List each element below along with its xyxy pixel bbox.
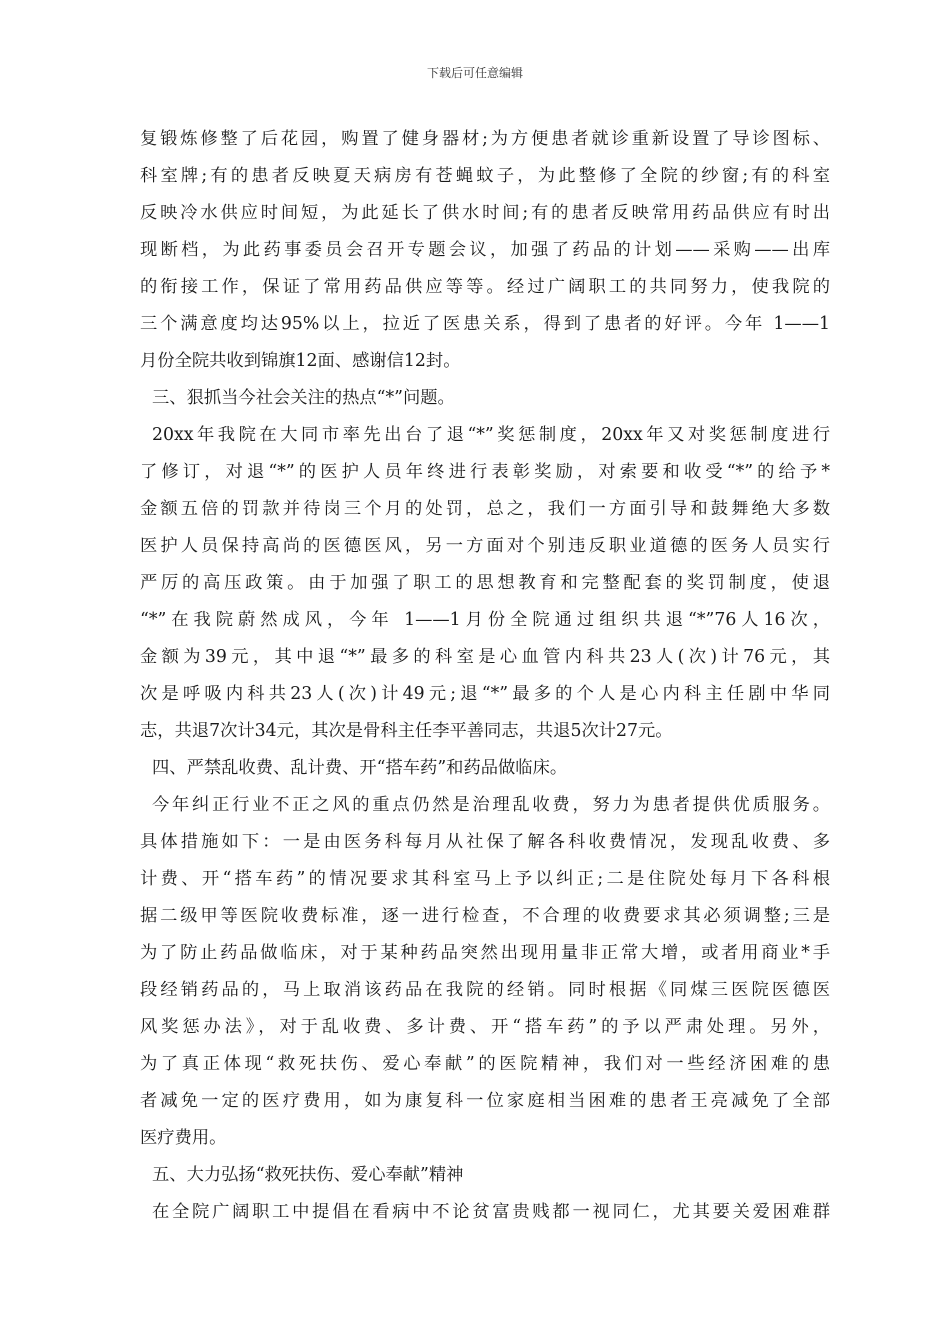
section-heading: 五、大力弘扬“救死扶伤、爱心奉献”精神 — [152, 1165, 464, 1185]
text-line: 据二级甲等医院收费标准，逐一进行检查，不合理的收费要求其必须调整;三是 — [140, 906, 830, 926]
text-line: 风奖惩办法》，对于乱收费、多计费、开“搭车药”的予以严肃处理。另外， — [140, 1017, 830, 1037]
text-line: 医护人员保持高尚的医德医风，另一方面对个别违反职业道德的医务人员实行 — [140, 536, 830, 556]
text-line: 志，共退7次计34元，其次是骨科主任李平善同志，共退5次计27元。 — [140, 721, 673, 741]
text-line: 金额为39元，其中退“*”最多的科室是心血管内科共23人(次)计76元，其 — [140, 647, 830, 667]
text-line: 反映冷水供应时间短，为此延长了供水时间;有的患者反映常用药品供应有时出 — [140, 203, 830, 223]
text-line: 具体措施如下：一是由医务科每月从社保了解各科收费情况，发现乱收费、多 — [140, 832, 830, 852]
text-line: 了修订，对退“*”的医护人员年终进行表彰奖励，对索要和收受“*”的给予* — [140, 462, 830, 482]
text-line: 医疗费用。 — [140, 1128, 227, 1148]
text-line: 金额五倍的罚款并待岗三个月的处罚，总之，我们一方面引导和鼓舞绝大多数 — [140, 499, 830, 519]
text-line: 为了防止药品做临床，对于某种药品突然出现用量非正常大增，或者用商业*手 — [140, 943, 830, 963]
text-line: 计费、开“搭车药”的情况要求其科室马上予以纠正;二是住院处每月下各科根 — [140, 869, 830, 889]
section-heading: 三、狠抓当今社会关注的热点“*”问题。 — [152, 388, 455, 408]
section-heading: 四、严禁乱收费、乱计费、开“搭车药”和药品做临床。 — [152, 758, 568, 778]
text-line: 20xx年我院在大同市率先出台了退“*”奖惩制度，20xx年又对奖惩制度进行 — [152, 425, 830, 445]
text-line: 为了真正体现“救死扶伤、爱心奉献”的医院精神，我们对一些经济困难的患 — [140, 1054, 830, 1074]
text-line: 次是呼吸内科共23人(次)计49元;退“*”最多的个人是心内科主任剧中华同 — [140, 684, 830, 704]
text-line: 科室牌;有的患者反映夏天病房有苍蝇蚊子，为此整修了全院的纱窗;有的科室 — [140, 166, 830, 186]
text-line: 复锻炼修整了后花园，购置了健身器材;为方便患者就诊重新设置了导诊图标、 — [140, 129, 830, 149]
text-line: “*”在我院蔚然成风，今年 1——1月份全院通过组织共退“*”76人16次， — [140, 610, 830, 630]
document-body — [140, 121, 830, 1231]
text-line: 三个满意度均达95%以上，拉近了医患关系，得到了患者的好评。今年 1——1 — [140, 314, 830, 334]
page-header: 下载后可任意编辑 — [426, 66, 523, 80]
text-line: 者减免一定的医疗费用，如为康复科一位家庭相当困难的患者王亮减免了全部 — [140, 1091, 830, 1111]
text-line: 今年纠正行业不正之风的重点仍然是治理乱收费，努力为患者提供优质服务。 — [152, 795, 830, 815]
text-line: 在全院广阔职工中提倡在看病中不论贫富贵贱都一视同仁，尤其要关爱困难群 — [152, 1202, 830, 1222]
text-line: 严厉的高压政策。由于加强了职工的思想教育和完整配套的奖罚制度，使退 — [140, 573, 830, 593]
text-line: 的衔接工作，保证了常用药品供应等等。经过广阔职工的共同努力，使我院的 — [140, 277, 830, 297]
text-line: 现断档，为此药事委员会召开专题会议，加强了药品的计划——采购——出库 — [140, 240, 830, 260]
text-line: 月份全院共收到锦旗12面、感谢信12封。 — [140, 351, 461, 371]
text-line: 段经销药品的，马上取消该药品在我院的经销。同时根据《同煤三医院医德医 — [140, 980, 830, 1000]
